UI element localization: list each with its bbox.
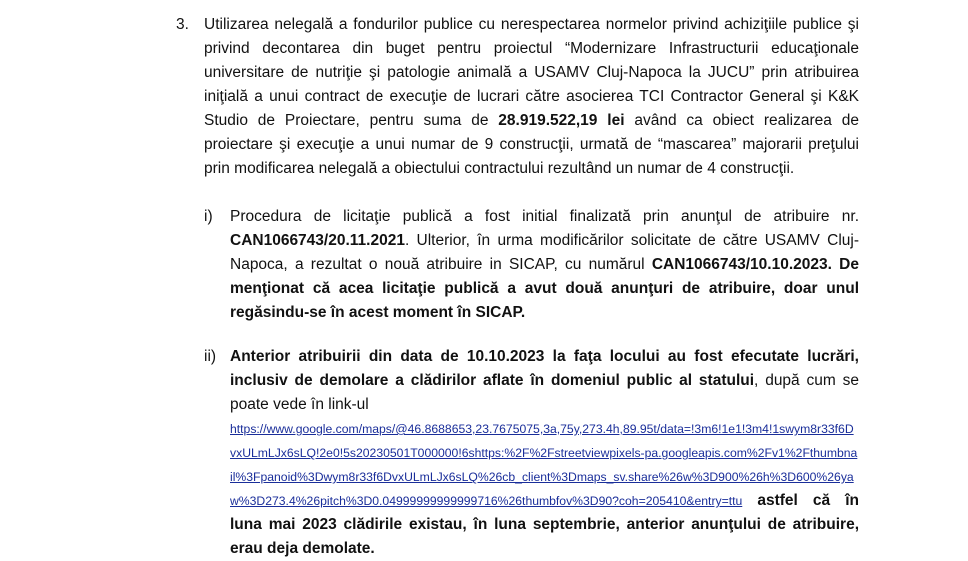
subitem-ii-bold-b: astfel că în luna mai 2023 clădirile existau, în luna septembrie, anterior anunţului de atribuire, erau deja demolate. [230,492,859,557]
item-text-b: având ca obiect realizarea de proiectare şi execuţie a unui numar de 9 construcţii, urmată de “mascarea” majorarii preţului prin modificarea nelegală a obiectului contractului rezultând un numar de 4 construcţii. [204,112,859,177]
subitem-i-text-c: De menţionat că acea licitaţie publică a avut două anunţuri de atribuire, doar unul regăsindu-se în acest moment în SICAP. [230,256,859,321]
subitem-ii-bold-a: Anterior atribuirii din data de 10.10.2023 la faţa locului au fost efecutate lucrări, inclusiv de demolare a clădirilor aflate în domeniul public al statului [230,348,859,389]
subitem-ii-marker: ii) [204,348,217,365]
subitem-ii-paragraph [230,345,859,561]
subitem-i-text-a: Procedura de licitaţie publică a fost initial finalizată prin anunţul de atribuire nr. [230,208,859,225]
subitem-i-marker: i) [204,208,213,225]
street-view-link[interactable]: https://www.google.com/maps/@46.8688653,23.7675075,3a,75y,273.4h,89.95t/data=!3m6!1e1!3m4!1swym8r33f6DvxULmLJx6sLQ!2e0!5s20230501T000000!6shttps:%2F%2Fstreetviewpixels-pa.googleapis.com%2Fv1%2Fthumbnail%3Fpanoid%3Dwym8r33f6DvxULmLJx6sLQ%26cb_client%3Dmaps_sv.share%26w%3D900%26h%3D600%26yaw%3D273.4%26pitch%3D0.04999999999999716%26thumbfov%3D90?coh=205410&entry=ttu [230,422,858,508]
item-number: 3. [176,16,189,33]
item-text-a: Utilizarea nelegală a fondurilor publice cu nerespectarea normelor privind achiziţiile publice şi privind decontarea din buget pentru proiectul “Modernizare Infrastructurii educaţionale universitare de nutriţie şi patologie animală a USAMV Cluj-Napoca la JUCU” prin atribuirea iniţială a unui contract de execuţie de lucrari către asocierea TCI Contractor General şi K&K Studio de Proiectare, pentru suma de [204,16,859,129]
subitem-i-text-b: . Ulterior, în urma modificărilor solicitate de către USAMV Cluj-Napoca, a rezultat o nouă atribuire in SICAP, cu numărul [230,232,859,273]
can-number-new: CAN1066743/10.10.2023. [651,256,832,273]
item-paragraph [204,13,859,181]
subitem-ii-text-a: , după cum se poate vede în link-ul [230,372,860,413]
can-number-initial: CAN1066743/20.11.2021 [230,232,405,249]
contract-amount: 28.919.522,19 lei [498,112,625,129]
subitem-i-paragraph [230,205,859,325]
